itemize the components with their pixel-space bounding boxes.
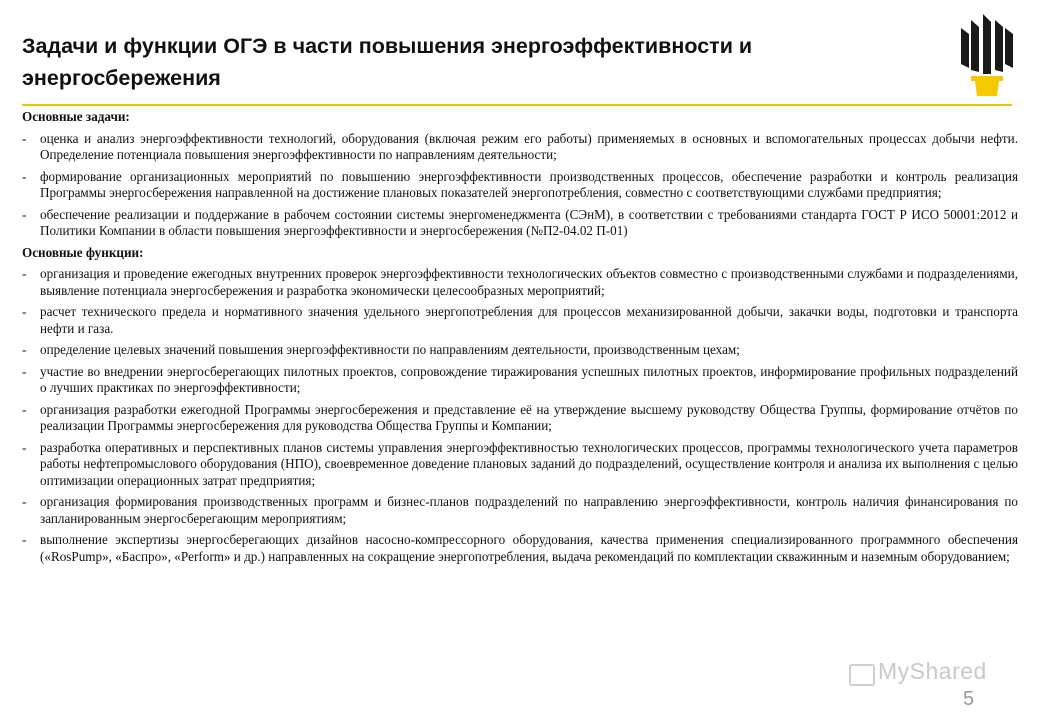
list-item: [22, 494, 1018, 527]
list-item: [22, 266, 1018, 299]
list-item: [22, 342, 1018, 359]
list-item-text: оценка и анализ энергоэффективности технологий, оборудования (включая режим его работы) применяемых в основных и вспомогательных процессах добычи нефти. Определение потенциала повышения энергоэффективности по направлениям деятельности;: [40, 130, 1018, 162]
list-item-text: формирование организационных мероприятий по повышению энергоэффективности производственных процессов, обеспечение разработки и контроль реализация Программы энергосбережения направленной на достижение плановых показателей энергопотребления, совместно с соответствующими службами предприятия;: [40, 168, 1018, 200]
company-logo: [958, 14, 1016, 98]
watermark: MyShared: [878, 658, 987, 684]
slide-title: Задачи и функции ОГЭ в части повышения энергоэффективности и энергосбережения: [22, 34, 753, 90]
list-bullet: -: [22, 532, 27, 547]
list-item: [22, 207, 1018, 240]
watermark-icon: [849, 664, 875, 686]
list-item-text: участие во внедрении энергосберегающих пилотных проектов, сопровождение тиражирования успешных пилотных проектов, информирование профильных подразделений о лучших практиках по энергоэффективности;: [40, 363, 1018, 395]
list-item-text: определение целевых значений повышения энергоэффективности по направлениям деятельности, производственным цехам;: [40, 342, 740, 357]
list-item-text: разработка оперативных и перспективных планов системы управления энергоэффективностью технологических процессов, программы технологического учета параметров работы нефтепромыслового оборудования (НПО), своевременное доведение плановых заданий до подразделений, осуществление контроля и анализа их выполнения с целью оптимизации операционных затрат предприятия;: [40, 439, 1018, 488]
list-bullet: -: [22, 439, 27, 455]
content-body: [22, 109, 1018, 568]
list-bullet: -: [22, 401, 27, 417]
list-item-text: выполнение экспертизы энергосберегающих дизайнов насосно-компрессорного оборудования, качества применения специализированного программного обеспечения («RosPump», «Баспро», «Perform» и др.) направленных на сокращение энергопотребления, выдача рекомендаций по комплектации скважинным и наземным оборудованием;: [40, 532, 1018, 564]
list-item: [22, 532, 1018, 565]
list-item-text: организация и проведение ежегодных внутренних проверок энергоэффективности технологических объектов совместно с производственными службами и подразделениями, выявление потенциала энергосбережения и разработка экономически целесообразных мероприятий;: [40, 266, 1018, 298]
list-item-text: расчет технического предела и нормативного значения удельного энергопотребления для процессов механизированной добычи, закачки воды, подготовки и транспорта нефти и газа.: [40, 304, 1018, 336]
list-item-text: обеспечение реализации и поддержание в рабочем состоянии системы энергоменеджмента (СЭнМ), в соответствии с требованиями стандарта ГОСТ Р ИСО 50001:2012 и Политики Компании в области повышения энергоэффективности и энергосбережения (№П2-04.02 П-01): [40, 206, 1018, 238]
list-item-text: организация разработки ежегодной Программы энергосбережения и представление её на утверждение высшему руководству Общества Группы, формирование отчётов по реализации Программы энергосбережения для руководства Общества Группы и Компании;: [40, 401, 1018, 433]
functions-heading: Основные функции:: [22, 244, 144, 260]
list-bullet: -: [22, 363, 27, 379]
list-item: [22, 364, 1018, 397]
list-item: [22, 169, 1018, 202]
list-bullet: -: [22, 168, 27, 184]
accent-divider: [22, 104, 1012, 106]
list-item: [22, 304, 1018, 337]
list-bullet: -: [22, 130, 27, 146]
list-bullet: -: [22, 304, 27, 319]
page-number: 5: [963, 688, 975, 710]
tasks-heading: Основные задачи:: [22, 109, 130, 124]
list-item: [22, 402, 1018, 435]
list-item: [22, 440, 1018, 490]
list-bullet: -: [22, 206, 27, 222]
list-item: [22, 131, 1018, 164]
list-bullet: -: [22, 494, 27, 509]
list-item-text: организация формирования производственных программ и бизнес-планов подразделений по направлению энергоэффективности, контроль наличия финансирования по запланированным энергосберегающим мероприятиям;: [40, 494, 1018, 526]
list-bullet: -: [22, 342, 27, 357]
list-bullet: -: [22, 266, 27, 281]
